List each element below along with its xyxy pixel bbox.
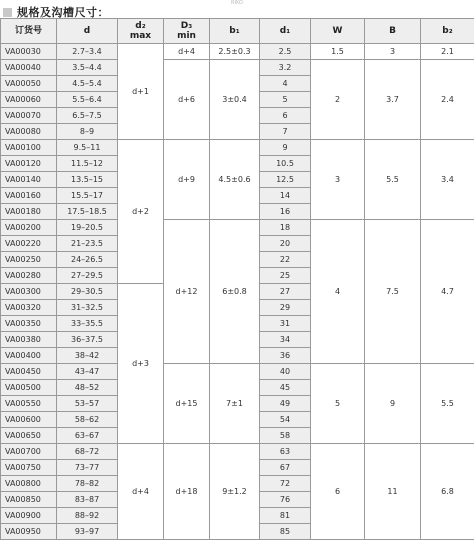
d1-cell: 12.5: [260, 172, 311, 188]
d1-cell: 4: [260, 76, 311, 92]
table-row: [1, 364, 474, 380]
order-code-cell: VA00100: [1, 140, 57, 156]
order-code-cell: VA00500: [1, 380, 57, 396]
d-range-cell: 4.5–5.4: [57, 76, 118, 92]
order-code-cell: VA00180: [1, 204, 57, 220]
heading-text: 规格及沟槽尺寸：: [17, 4, 109, 20]
W-cell: 6: [311, 444, 365, 540]
d-range-cell: 43–47: [57, 364, 118, 380]
d-range-cell: 11.5–12: [57, 156, 118, 172]
d-range-cell: 6.5–7.5: [57, 108, 118, 124]
b2-cell: 4.7: [421, 220, 474, 364]
d1-cell: 5: [260, 92, 311, 108]
W-cell: 5: [311, 364, 365, 444]
order-code-cell: VA00300: [1, 284, 57, 300]
order-code-cell: VA00850: [1, 492, 57, 508]
order-code-cell: VA00350: [1, 316, 57, 332]
B-cell: 11: [365, 444, 421, 540]
B-cell: 9: [365, 364, 421, 444]
header-b2: b₂: [421, 19, 474, 44]
W-cell: 1.5: [311, 44, 365, 60]
order-code-cell: VA00050: [1, 76, 57, 92]
b1-cell: 4.5±0.6: [210, 140, 260, 220]
order-code-cell: VA00200: [1, 220, 57, 236]
d1-cell: 22: [260, 252, 311, 268]
d-range-cell: 19–20.5: [57, 220, 118, 236]
B-cell: 3: [365, 44, 421, 60]
d1-cell: 18: [260, 220, 311, 236]
header-d1: d₁: [260, 19, 311, 44]
d2-cell: d+3: [118, 284, 164, 444]
order-code-cell: VA00070: [1, 108, 57, 124]
d1-cell: 3.2: [260, 60, 311, 76]
d1-cell: 10.5: [260, 156, 311, 172]
D3-cell: d+4: [164, 44, 210, 60]
header-d2: d₂ max: [118, 19, 164, 44]
order-code-cell: VA00060: [1, 92, 57, 108]
order-code-cell: VA00140: [1, 172, 57, 188]
section-heading: [3, 5, 109, 19]
d-range-cell: 88–92: [57, 508, 118, 524]
d1-cell: 16: [260, 204, 311, 220]
order-code-cell: VA00280: [1, 268, 57, 284]
d-range-cell: 2.7–3.4: [57, 44, 118, 60]
table-row: [1, 444, 474, 460]
b2-cell: 6.8: [421, 444, 474, 540]
B-cell: 3.7: [365, 60, 421, 140]
d2-cell: d+1: [118, 44, 164, 140]
b1-cell: 2.5±0.3: [210, 44, 260, 60]
order-code-cell: VA00030: [1, 44, 57, 60]
D3-cell: d+6: [164, 60, 210, 140]
b1-cell: 6±0.8: [210, 220, 260, 364]
B-cell: 5.5: [365, 140, 421, 220]
d1-cell: 85: [260, 524, 311, 540]
table-row: [1, 140, 474, 156]
D3-cell: d+18: [164, 444, 210, 540]
d1-cell: 76: [260, 492, 311, 508]
header-d: d: [57, 19, 118, 44]
b1-cell: 3±0.4: [210, 60, 260, 140]
d2-cell: d+4: [118, 444, 164, 540]
d1-cell: 29: [260, 300, 311, 316]
order-code-cell: VA00950: [1, 524, 57, 540]
d1-cell: 9: [260, 140, 311, 156]
W-cell: 2: [311, 60, 365, 140]
d1-cell: 72: [260, 476, 311, 492]
B-cell: 7.5: [365, 220, 421, 364]
header-row: [1, 19, 474, 44]
d-range-cell: 58–62: [57, 412, 118, 428]
d-range-cell: 73–77: [57, 460, 118, 476]
order-code-cell: VA00220: [1, 236, 57, 252]
d2-cell: d+2: [118, 140, 164, 284]
d-range-cell: 13.5–15: [57, 172, 118, 188]
d-range-cell: 83–87: [57, 492, 118, 508]
order-code-cell: VA00040: [1, 60, 57, 76]
d-range-cell: 3.5–4.4: [57, 60, 118, 76]
d1-cell: 45: [260, 380, 311, 396]
heading-bullet-icon: [3, 8, 12, 17]
b2-cell: 3.4: [421, 140, 474, 220]
d1-cell: 54: [260, 412, 311, 428]
order-code-cell: VA00120: [1, 156, 57, 172]
order-code-cell: VA00320: [1, 300, 57, 316]
order-code-cell: VA00900: [1, 508, 57, 524]
D3-cell: d+15: [164, 364, 210, 444]
d-range-cell: 53–57: [57, 396, 118, 412]
header-W: W: [311, 19, 365, 44]
d1-cell: 63: [260, 444, 311, 460]
order-code-cell: VA00250: [1, 252, 57, 268]
b2-cell: 5.5: [421, 364, 474, 444]
table-row: [1, 60, 474, 76]
top-mark: RIKO: [0, 0, 474, 6]
d-range-cell: 24–26.5: [57, 252, 118, 268]
d-range-cell: 9.5–11: [57, 140, 118, 156]
W-cell: 3: [311, 140, 365, 220]
d-range-cell: 78–82: [57, 476, 118, 492]
d1-cell: 25: [260, 268, 311, 284]
order-code-cell: VA00700: [1, 444, 57, 460]
d1-cell: 36: [260, 348, 311, 364]
order-code-cell: VA00400: [1, 348, 57, 364]
d1-cell: 49: [260, 396, 311, 412]
d1-cell: 2.5: [260, 44, 311, 60]
order-code-cell: VA00450: [1, 364, 57, 380]
spec-table: [0, 18, 474, 540]
d1-cell: 67: [260, 460, 311, 476]
d1-cell: 40: [260, 364, 311, 380]
b2-cell: 2.1: [421, 44, 474, 60]
d1-cell: 27: [260, 284, 311, 300]
d-range-cell: 38–42: [57, 348, 118, 364]
order-code-cell: VA00800: [1, 476, 57, 492]
d1-cell: 6: [260, 108, 311, 124]
table-row: [1, 220, 474, 236]
order-code-cell: VA00160: [1, 188, 57, 204]
d-range-cell: 15.5–17: [57, 188, 118, 204]
header-D3: D₃ min: [164, 19, 210, 44]
d-range-cell: 29–30.5: [57, 284, 118, 300]
b1-cell: 7±1: [210, 364, 260, 444]
d1-cell: 34: [260, 332, 311, 348]
d-range-cell: 5.5–6.4: [57, 92, 118, 108]
table-row: [1, 44, 474, 60]
d1-cell: 81: [260, 508, 311, 524]
d-range-cell: 63–67: [57, 428, 118, 444]
order-code-cell: VA00750: [1, 460, 57, 476]
order-code-cell: VA00550: [1, 396, 57, 412]
d-range-cell: 27–29.5: [57, 268, 118, 284]
d1-cell: 31: [260, 316, 311, 332]
header-B: B: [365, 19, 421, 44]
order-code-cell: VA00380: [1, 332, 57, 348]
D3-cell: d+9: [164, 140, 210, 220]
b1-cell: 9±1.2: [210, 444, 260, 540]
d1-cell: 7: [260, 124, 311, 140]
d-range-cell: 48–52: [57, 380, 118, 396]
header-order: 订货号: [1, 19, 57, 44]
b2-cell: 2.4: [421, 60, 474, 140]
d-range-cell: 17.5–18.5: [57, 204, 118, 220]
d-range-cell: 33–35.5: [57, 316, 118, 332]
d-range-cell: 31–32.5: [57, 300, 118, 316]
d-range-cell: 93–97: [57, 524, 118, 540]
order-code-cell: VA00600: [1, 412, 57, 428]
d1-cell: 14: [260, 188, 311, 204]
D3-cell: d+12: [164, 220, 210, 364]
d-range-cell: 21–23.5: [57, 236, 118, 252]
W-cell: 4: [311, 220, 365, 364]
d1-cell: 20: [260, 236, 311, 252]
header-b1: b₁: [210, 19, 260, 44]
d-range-cell: 8–9: [57, 124, 118, 140]
order-code-cell: VA00650: [1, 428, 57, 444]
d1-cell: 58: [260, 428, 311, 444]
d-range-cell: 68–72: [57, 444, 118, 460]
order-code-cell: VA00080: [1, 124, 57, 140]
d-range-cell: 36–37.5: [57, 332, 118, 348]
